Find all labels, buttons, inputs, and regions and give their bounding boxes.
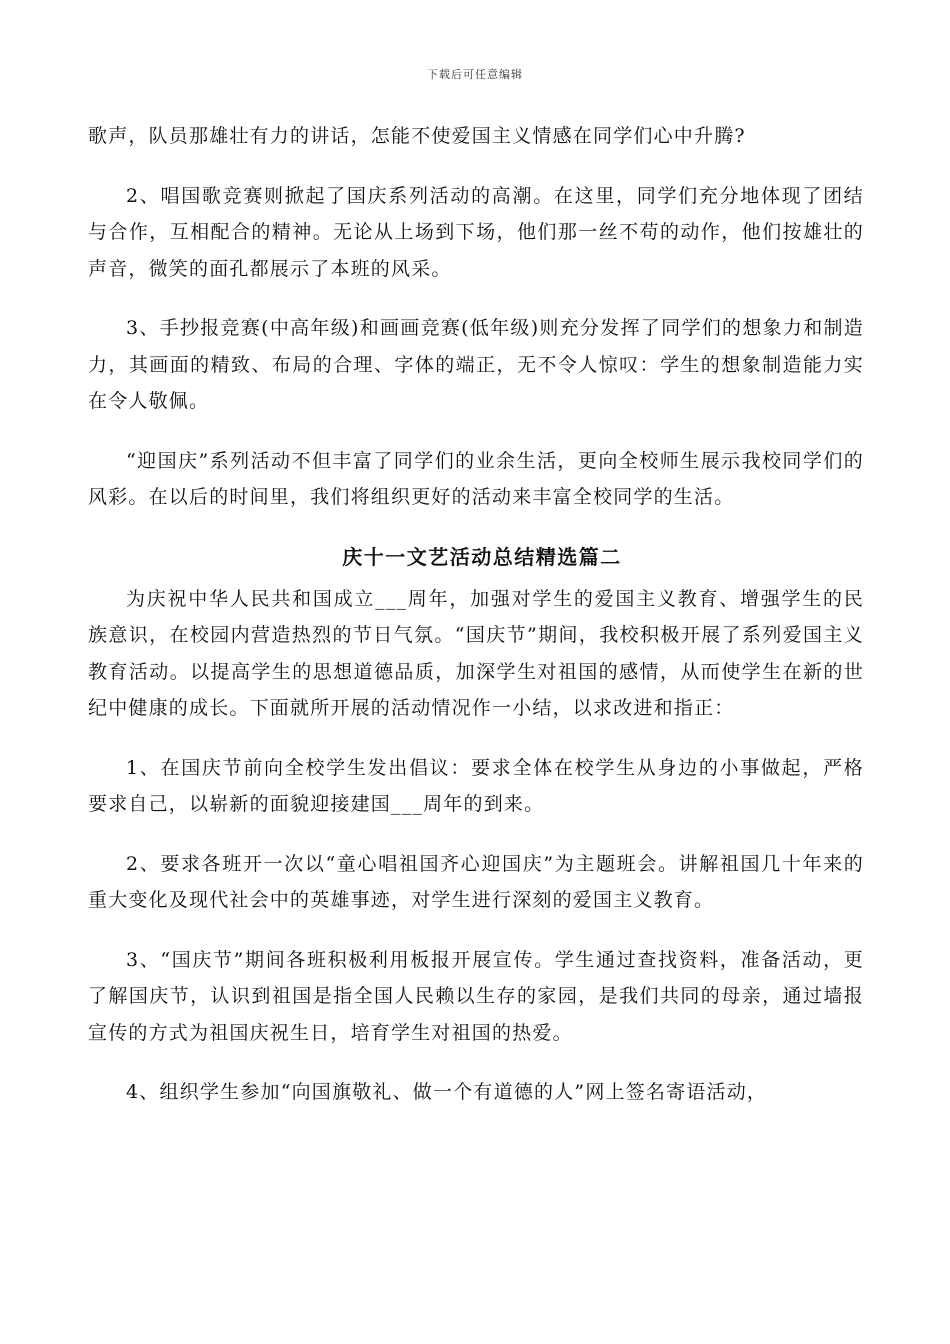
paragraph-newspaper-contest: 3、手抄报竞赛(中高年级)和画画竞赛(低年级)则充分发挥了同学们的想象力和制造力，其画面的精致、布局的合理、字体的端正，无不令人惊叹：学生的想象制造能力实在令人敬佩。 xyxy=(88,317,864,412)
section-heading: 庆十一文艺活动总结精选篇二 xyxy=(342,544,622,569)
paragraph-continuation: 歌声，队员那雄壮有力的讲话，怎能不使爱国主义情感在同学们心中升腾? xyxy=(88,125,746,147)
paragraph-anthem-contest: 2、唱国歌竞赛则掀起了国庆系列活动的高潮。在这里，同学们充分地体现了团结与合作，互相配合的精神。无论从上场到下场，他们那一丝不苟的动作，他们按雄壮的声音，微笑的面孔都展示了本班的风采。 xyxy=(88,184,864,280)
document-body xyxy=(88,118,864,1111)
paragraph-item-4: 4、组织学生参加“向国旗敬礼、做一个有道德的人”网上签名寄语活动， xyxy=(126,1081,768,1103)
paragraph-summary: “迎国庆”系列活动不但丰富了同学们的业余生活，更向全校师生展示我校同学们的风彩。在以后的时间里，我们将组织更好的活动来丰富全校同学的生活。 xyxy=(88,449,864,508)
paragraph-intro: 为庆祝中华人民共和国成立___周年，加强对学生的爱国主义教育、增强学生的民族意识，在校园内营造热烈的节日气氛。“国庆节”期间，我校积极开展了系列爱国主义教育活动。以提高学生的思想道德品质，加深学生对祖国的感情，从而使学生在新的世纪中健康的成长。下面就所开展的活动情况作一小结，以求改进和指正： xyxy=(88,587,864,719)
page-header-note: 下载后可任意编辑 xyxy=(427,68,523,81)
paragraph-item-2: 2、要求各班开一次以“童心唱祖国齐心迎国庆”为主题班会。讲解祖国几十年来的重大变化及现代社会中的英雄事迹，对学生进行深刻的爱国主义教育。 xyxy=(88,852,864,911)
paragraph-item-3: 3、“国庆节”期间各班积极利用板报开展宣传。学生通过查找资料，准备活动，更了解国庆节，认识到祖国是指全国人民赖以生存的家园，是我们共同的母亲，通过墙报宣传的方式为祖国庆祝生日，培育学生对祖国的热爱。 xyxy=(88,948,864,1044)
paragraph-item-1: 1、在国庆节前向全校学生发出倡议：要求全体在校学生从身边的小事做起，严格要求自己，以崭新的面貌迎接建国___周年的到来。 xyxy=(88,756,864,815)
